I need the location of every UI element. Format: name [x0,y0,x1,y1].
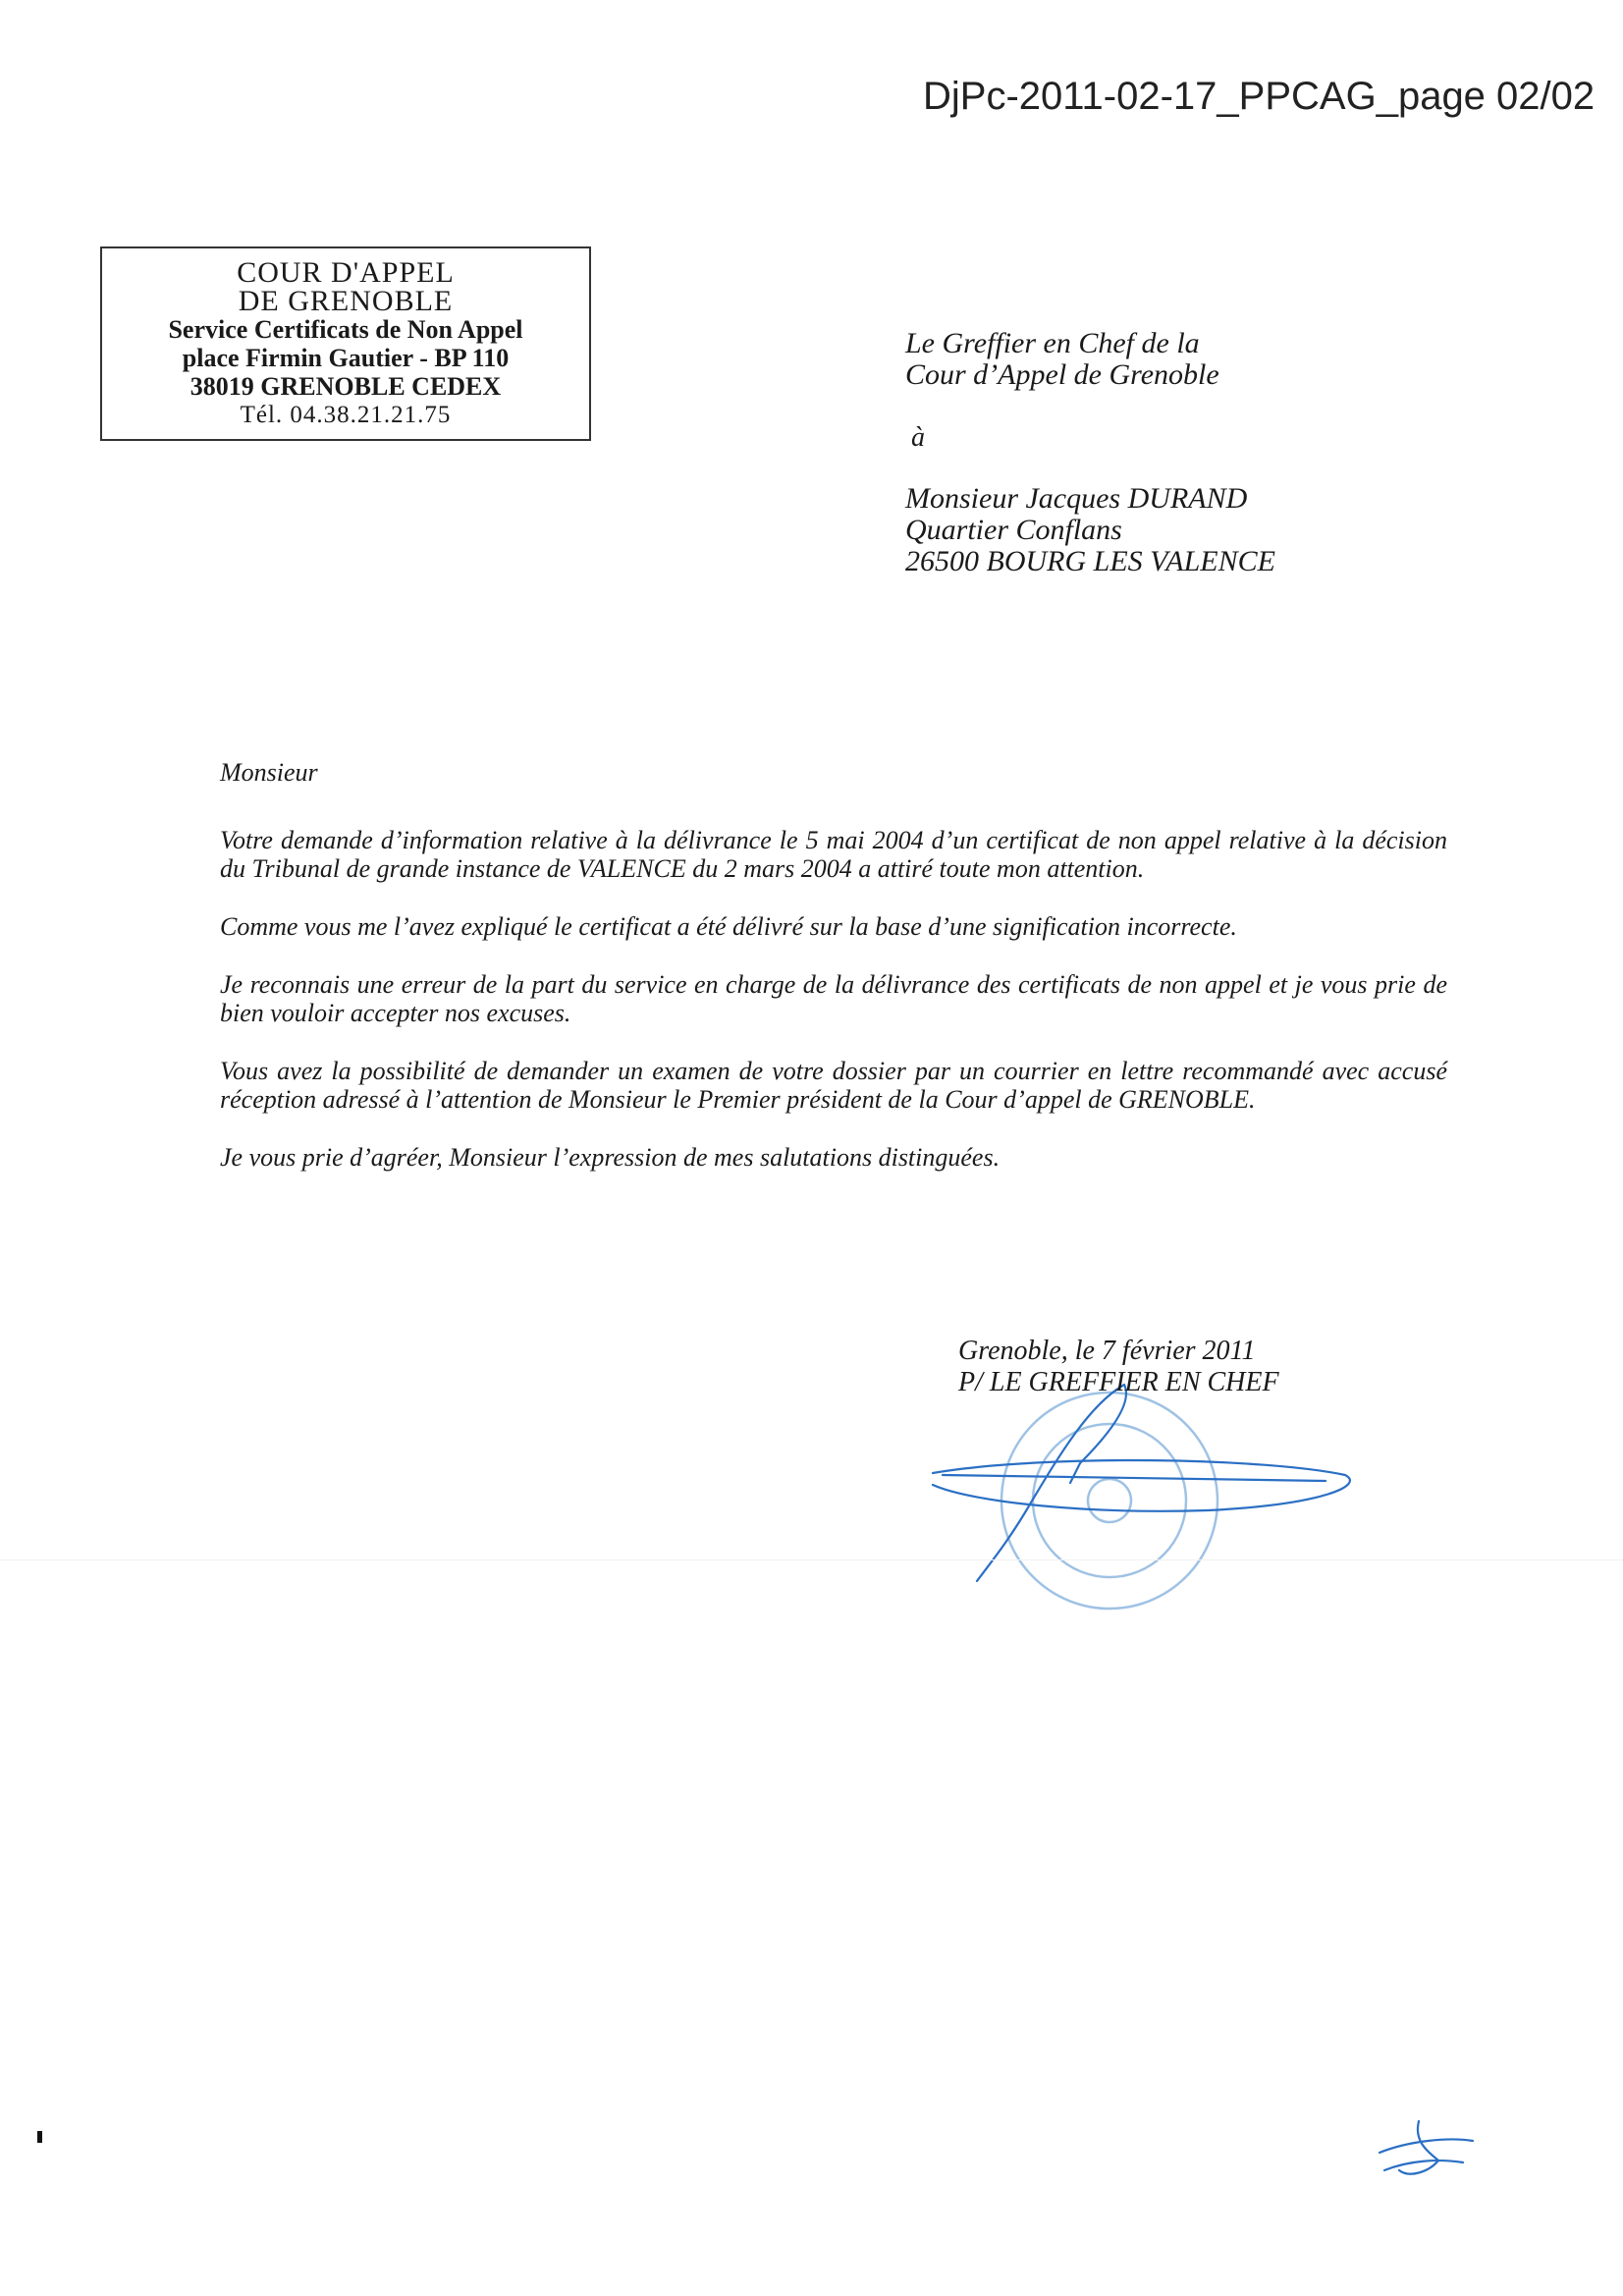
paragraph-explanation: Comme vous me l’avez expliqué le certificat a été délivré sur la base d’une signification incorrecte. [220,912,1237,941]
signatory-title: P/ LE GREFFIER EN CHEF [958,1367,1279,1397]
place-date: Grenoble, le 7 février 2011 [958,1336,1256,1366]
recipient-block [905,483,1275,577]
stamp-line-postcode: 38019 GRENOBLE CEDEX [189,372,502,401]
closing-formula: Je vous prie d’agréer, Monsieur l’expression de mes salutations distinguées. [220,1143,1001,1172]
sender-line-1: Le Greffier en Chef de la [905,327,1200,359]
fold-line [0,1559,1623,1560]
sender-block [905,328,1219,391]
sender-line-2: Cour d’Appel de Grenoble [905,358,1219,391]
paragraph-appeal-option: Vous avez la possibilité de demander un examen de votre dossier par un courrier en lettre recommandé avec accusé réception adressé à l’attention de Monsieur le Premier président de la Cour d’appel de GRENOBLE. [220,1057,1447,1114]
paragraph-request: Votre demande d’information relative à la délivrance le 5 mai 2004 d’un certificat de non appel relative à la décision du Tribunal de grande instance de VALENCE du 2 mars 2004 a attiré toute mon attention. [220,826,1447,883]
stamp-line-service: Service Certificats de Non Appel [168,315,523,344]
signature-scribble [933,1385,1350,1581]
official-seal-and-signature [913,1365,1365,1611]
recipient-city: 26500 BOURG LES VALENCE [905,545,1275,577]
scan-mark [37,2131,42,2143]
recipient-name: Monsieur Jacques DURAND [905,482,1248,515]
court-stamp [100,246,591,441]
recipient-street: Quartier Conflans [905,514,1122,546]
signature-block [958,1336,1279,1398]
stamp-line-court: COUR D'APPEL [237,256,455,289]
stamp-line-phone: Tél. 04.38.21.21.75 [240,402,452,428]
page-reference: DjPc-2011-02-17_PPCAG_page 02/02 [923,75,1596,118]
paragraph-apology: Je reconnais une erreur de la part du service en charge de la délivrance des certificats de non appel et je vous prie de bien vouloir accepter nos excuses. [220,970,1447,1027]
salutation: Monsieur [220,758,318,787]
stamp-line-city: DE GRENOBLE [238,285,454,317]
addressee-preposition: à [911,422,925,453]
handwritten-initials [1370,2111,1478,2190]
stamp-line-street: place Firmin Gautier - BP 110 [182,344,510,372]
seal-stamp [1001,1393,1217,1609]
letter-body [220,758,1447,1172]
